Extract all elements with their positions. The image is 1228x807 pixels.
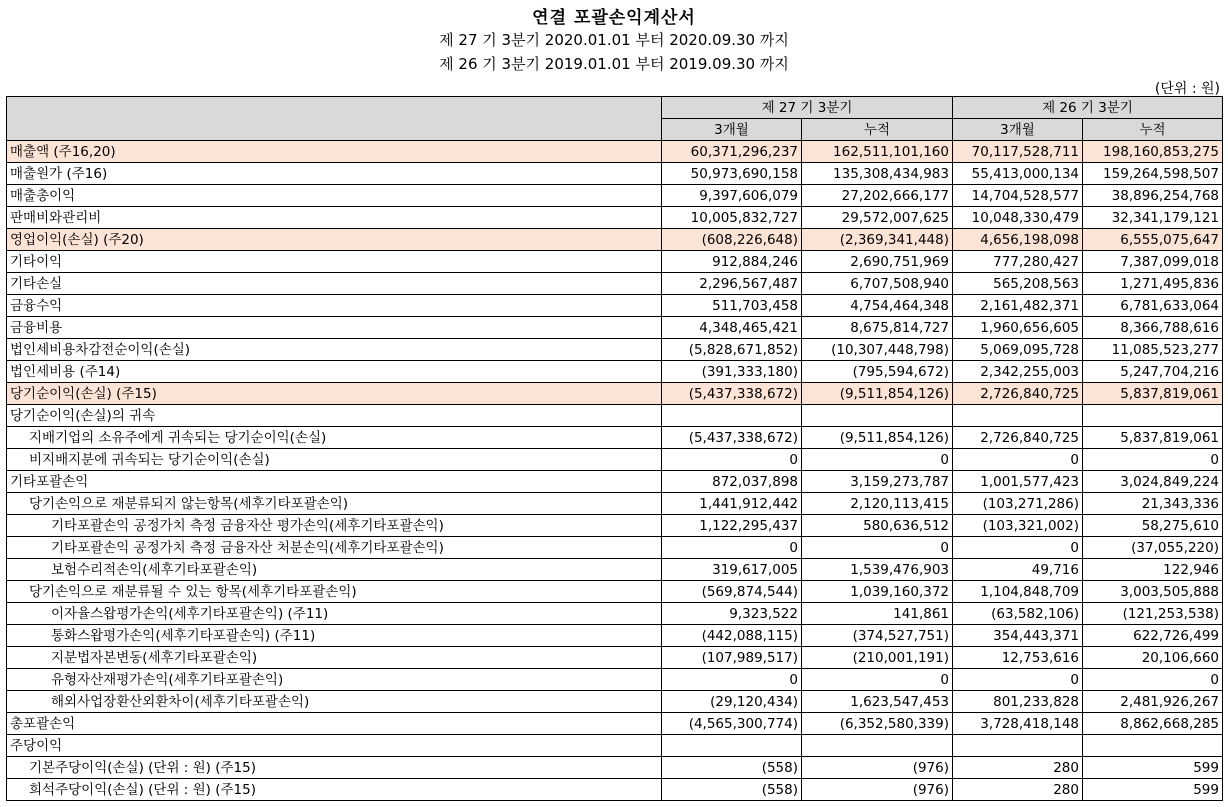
table-row	[7, 515, 1223, 537]
row-label: 판매비와관리비	[7, 207, 662, 229]
row-label: 희석주당이익(손실) (단위 : 원) (주15)	[7, 779, 662, 801]
cell-cc: 0	[802, 537, 953, 559]
cell-p3: 1,104,848,709	[953, 581, 1083, 603]
cell-cc: (6,352,580,339)	[802, 713, 953, 735]
row-label: 당기손익으로 재분류될 수 있는 항목(세후기타포괄손익)	[7, 581, 662, 603]
cell-pc: 159,264,598,507	[1083, 163, 1223, 185]
row-label: 통화스왑평가손익(세후기타포괄손익) (주11)	[7, 625, 662, 647]
cell-p3: 280	[953, 779, 1083, 801]
cell-pc: 198,160,853,275	[1083, 141, 1223, 163]
cell-c3: (569,874,544)	[662, 581, 802, 603]
table-row	[7, 427, 1223, 449]
header-current-3m: 3개월	[662, 119, 802, 141]
cell-p3: 777,280,427	[953, 251, 1083, 273]
cell-cc: 0	[802, 449, 953, 471]
row-label: 법인세비용 (주14)	[7, 361, 662, 383]
cell-cc: 580,636,512	[802, 515, 953, 537]
cell-pc	[1083, 405, 1223, 427]
cell-cc	[802, 405, 953, 427]
table-row	[7, 537, 1223, 559]
cell-c3: 4,348,465,421	[662, 317, 802, 339]
cell-p3: (63,582,106)	[953, 603, 1083, 625]
cell-pc: 21,343,336	[1083, 493, 1223, 515]
cell-p3: 12,753,616	[953, 647, 1083, 669]
cell-pc: 5,837,819,061	[1083, 383, 1223, 405]
cell-cc: (976)	[802, 779, 953, 801]
cell-cc: 135,308,434,983	[802, 163, 953, 185]
cell-p3: 2,342,255,003	[953, 361, 1083, 383]
unit-label: (단위 : 원)	[1154, 81, 1220, 97]
cell-cc: 2,120,113,415	[802, 493, 953, 515]
cell-pc: 32,341,179,121	[1083, 207, 1223, 229]
cell-cc: (9,511,854,126)	[802, 427, 953, 449]
row-label: 당기순이익(손실)의 귀속	[7, 405, 662, 427]
cell-pc: 599	[1083, 779, 1223, 801]
cell-cc: 1,623,547,453	[802, 691, 953, 713]
table-row	[7, 691, 1223, 713]
cell-p3: 0	[953, 537, 1083, 559]
row-label: 금융비용	[7, 317, 662, 339]
cell-p3: 70,117,528,711	[953, 141, 1083, 163]
cell-p3: 2,726,840,725	[953, 427, 1083, 449]
cell-pc: 2,481,926,267	[1083, 691, 1223, 713]
cell-pc: 3,024,849,224	[1083, 471, 1223, 493]
cell-p3: 565,208,563	[953, 273, 1083, 295]
cell-c3	[662, 735, 802, 757]
cell-p3: 354,443,371	[953, 625, 1083, 647]
cell-c3: (5,828,671,852)	[662, 339, 802, 361]
cell-pc: 0	[1083, 449, 1223, 471]
cell-c3: (5,437,338,672)	[662, 383, 802, 405]
cell-pc: (121,253,538)	[1083, 603, 1223, 625]
cell-cc: (976)	[802, 757, 953, 779]
cell-cc: (374,527,751)	[802, 625, 953, 647]
table-row	[7, 735, 1223, 757]
cell-pc: 8,862,668,285	[1083, 713, 1223, 735]
cell-p3: (103,271,286)	[953, 493, 1083, 515]
cell-pc: 38,896,254,768	[1083, 185, 1223, 207]
cell-c3: 2,296,567,487	[662, 273, 802, 295]
cell-p3	[953, 405, 1083, 427]
cell-c3: 50,973,690,158	[662, 163, 802, 185]
period-current: 제 27 기 3분기 2020.01.01 부터 2020.09.30 까지	[439, 31, 789, 49]
table-row	[7, 471, 1223, 493]
table-row	[7, 207, 1223, 229]
header-current-period: 제 27 기 3분기	[662, 97, 953, 119]
table-row	[7, 163, 1223, 185]
cell-c3: 1,441,912,442	[662, 493, 802, 515]
cell-c3: 1,122,295,437	[662, 515, 802, 537]
cell-cc: 6,707,508,940	[802, 273, 953, 295]
cell-cc: 29,572,007,625	[802, 207, 953, 229]
row-label: 당기손익으로 재분류되지 않는항목(세후기타포괄손익)	[7, 493, 662, 515]
cell-cc: 2,690,751,969	[802, 251, 953, 273]
cell-p3: 5,069,095,728	[953, 339, 1083, 361]
row-label: 금융수익	[7, 295, 662, 317]
table-row	[7, 779, 1223, 801]
cell-pc: 6,555,075,647	[1083, 229, 1223, 251]
table-row	[7, 361, 1223, 383]
table-row	[7, 559, 1223, 581]
cell-c3: 872,037,898	[662, 471, 802, 493]
cell-p3: 801,233,828	[953, 691, 1083, 713]
cell-c3: (107,989,517)	[662, 647, 802, 669]
table-row	[7, 251, 1223, 273]
statement-title: 연결 포괄손익계산서	[532, 8, 696, 28]
cell-cc: (9,511,854,126)	[802, 383, 953, 405]
header-prior-3m: 3개월	[953, 119, 1083, 141]
row-label: 매출원가 (주16)	[7, 163, 662, 185]
row-label: 지배기업의 소유주에게 귀속되는 당기순이익(손실)	[7, 427, 662, 449]
cell-pc: 8,366,788,616	[1083, 317, 1223, 339]
header-prior-cumulative: 누적	[1083, 119, 1223, 141]
table-row	[7, 405, 1223, 427]
row-label: 기본주당이익(손실) (단위 : 원) (주15)	[7, 757, 662, 779]
row-label: 보험수리적손익(세후기타포괄손익)	[7, 559, 662, 581]
table-row	[7, 757, 1223, 779]
cell-c3: 511,703,458	[662, 295, 802, 317]
table-row	[7, 383, 1223, 405]
cell-p3: 2,161,482,371	[953, 295, 1083, 317]
cell-c3: 0	[662, 537, 802, 559]
cell-c3: (442,088,115)	[662, 625, 802, 647]
cell-p3: 1,001,577,423	[953, 471, 1083, 493]
cell-cc: 1,039,160,372	[802, 581, 953, 603]
row-label: 해외사업장환산외환차이(세후기타포괄손익)	[7, 691, 662, 713]
cell-c3: (558)	[662, 757, 802, 779]
table-row	[7, 141, 1223, 163]
cell-cc: 3,159,273,787	[802, 471, 953, 493]
cell-c3: 0	[662, 449, 802, 471]
table-row	[7, 581, 1223, 603]
row-label: 기타포괄손익 공정가치 측정 금융자산 처분손익(세후기타포괄손익)	[7, 537, 662, 559]
row-label: 기타손실	[7, 273, 662, 295]
cell-c3: (391,333,180)	[662, 361, 802, 383]
cell-p3: 4,656,198,098	[953, 229, 1083, 251]
table-row	[7, 713, 1223, 735]
header-prior-period: 제 26 기 3분기	[953, 97, 1223, 119]
cell-c3: (4,565,300,774)	[662, 713, 802, 735]
header-blank	[7, 97, 662, 141]
table-row	[7, 493, 1223, 515]
cell-p3: 1,960,656,605	[953, 317, 1083, 339]
cell-cc: (2,369,341,448)	[802, 229, 953, 251]
cell-c3: 9,397,606,079	[662, 185, 802, 207]
cell-pc	[1083, 735, 1223, 757]
table-row	[7, 317, 1223, 339]
row-label: 매출총이익	[7, 185, 662, 207]
row-label: 유형자산재평가손익(세후기타포괄손익)	[7, 669, 662, 691]
cell-p3	[953, 735, 1083, 757]
cell-pc: 11,085,523,277	[1083, 339, 1223, 361]
cell-pc: 3,003,505,888	[1083, 581, 1223, 603]
cell-pc: 1,271,495,836	[1083, 273, 1223, 295]
cell-p3: 10,048,330,479	[953, 207, 1083, 229]
row-label: 비지배지분에 귀속되는 당기순이익(손실)	[7, 449, 662, 471]
cell-pc: 58,275,610	[1083, 515, 1223, 537]
cell-cc: 27,202,666,177	[802, 185, 953, 207]
cell-cc: (10,307,448,798)	[802, 339, 953, 361]
cell-p3: 49,716	[953, 559, 1083, 581]
cell-pc: 599	[1083, 757, 1223, 779]
cell-c3: 912,884,246	[662, 251, 802, 273]
table-row	[7, 185, 1223, 207]
table-row	[7, 669, 1223, 691]
cell-pc: 622,726,499	[1083, 625, 1223, 647]
cell-cc: 162,511,101,160	[802, 141, 953, 163]
cell-p3: (103,321,002)	[953, 515, 1083, 537]
cell-pc: 5,837,819,061	[1083, 427, 1223, 449]
row-label: 이자율스왑평가손익(세후기타포괄손익) (주11)	[7, 603, 662, 625]
row-label: 주당이익	[7, 735, 662, 757]
income-statement-table	[6, 96, 1223, 801]
row-label: 기타포괄손익	[7, 471, 662, 493]
cell-pc: 20,106,660	[1083, 647, 1223, 669]
cell-cc: 8,675,814,727	[802, 317, 953, 339]
table-row	[7, 229, 1223, 251]
cell-c3	[662, 405, 802, 427]
table-row	[7, 647, 1223, 669]
cell-c3: 0	[662, 669, 802, 691]
cell-cc: (210,001,191)	[802, 647, 953, 669]
row-label: 총포괄손익	[7, 713, 662, 735]
cell-pc: 7,387,099,018	[1083, 251, 1223, 273]
cell-p3: 3,728,418,148	[953, 713, 1083, 735]
row-label: 당기순이익(손실) (주15)	[7, 383, 662, 405]
cell-cc: 1,539,476,903	[802, 559, 953, 581]
cell-c3: 10,005,832,727	[662, 207, 802, 229]
cell-c3: (558)	[662, 779, 802, 801]
header-current-cumulative: 누적	[802, 119, 953, 141]
cell-cc: 4,754,464,348	[802, 295, 953, 317]
cell-p3: 2,726,840,725	[953, 383, 1083, 405]
cell-cc: 141,861	[802, 603, 953, 625]
cell-pc: 0	[1083, 669, 1223, 691]
cell-c3: 319,617,005	[662, 559, 802, 581]
cell-c3: 9,323,522	[662, 603, 802, 625]
cell-cc: 0	[802, 669, 953, 691]
row-label: 기타이익	[7, 251, 662, 273]
period-prior: 제 26 기 3분기 2019.01.01 부터 2019.09.30 까지	[439, 55, 789, 73]
cell-cc	[802, 735, 953, 757]
cell-p3: 55,413,000,134	[953, 163, 1083, 185]
table-row	[7, 339, 1223, 361]
cell-c3: 60,371,296,237	[662, 141, 802, 163]
row-label: 영업이익(손실) (주20)	[7, 229, 662, 251]
table-row	[7, 273, 1223, 295]
table-row	[7, 449, 1223, 471]
row-label: 매출액 (주16,20)	[7, 141, 662, 163]
cell-p3: 14,704,528,577	[953, 185, 1083, 207]
cell-pc: 6,781,633,064	[1083, 295, 1223, 317]
cell-pc: (37,055,220)	[1083, 537, 1223, 559]
cell-p3: 280	[953, 757, 1083, 779]
cell-c3: (608,226,648)	[662, 229, 802, 251]
row-label: 기타포괄손익 공정가치 측정 금융자산 평가손익(세후기타포괄손익)	[7, 515, 662, 537]
cell-pc: 122,946	[1083, 559, 1223, 581]
table-row	[7, 625, 1223, 647]
table-row	[7, 295, 1223, 317]
row-label: 지분법자본변동(세후기타포괄손익)	[7, 647, 662, 669]
table-row	[7, 603, 1223, 625]
row-label: 법인세비용차감전순이익(손실)	[7, 339, 662, 361]
cell-c3: (29,120,434)	[662, 691, 802, 713]
cell-c3: (5,437,338,672)	[662, 427, 802, 449]
cell-p3: 0	[953, 449, 1083, 471]
cell-pc: 5,247,704,216	[1083, 361, 1223, 383]
cell-cc: (795,594,672)	[802, 361, 953, 383]
cell-p3: 0	[953, 669, 1083, 691]
